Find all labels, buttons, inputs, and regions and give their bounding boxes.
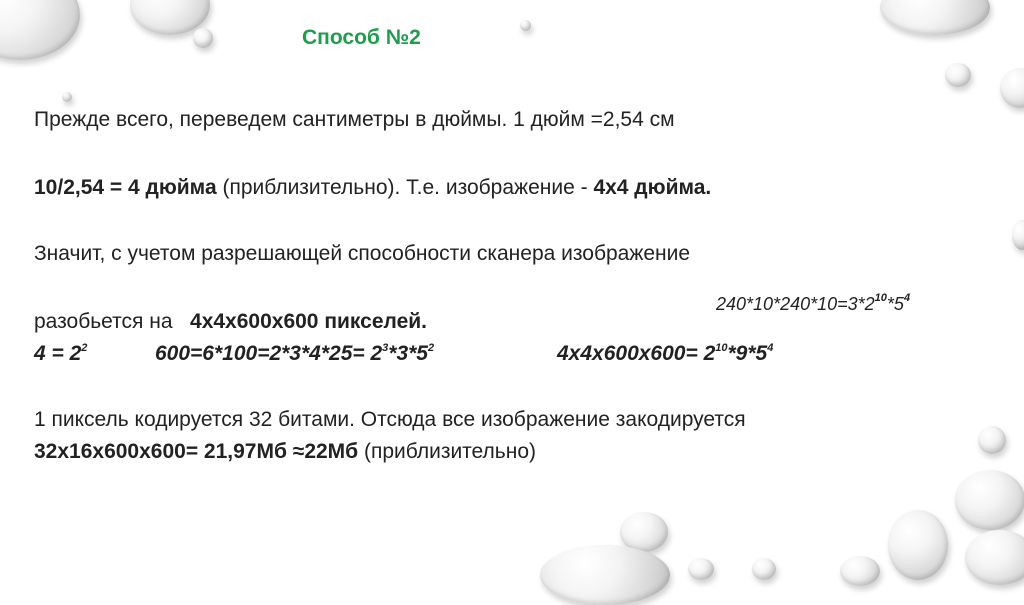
formula-total-pixels	[557, 342, 773, 366]
exponent: 3	[382, 342, 389, 354]
formula-text: 4 = 2	[34, 342, 82, 365]
plain-text: (приблизительно)	[358, 440, 537, 463]
water-drop-decoration	[0, 0, 80, 60]
formula-four	[34, 342, 87, 365]
formula-text: 600=6*100=2*3*4*25= 2	[155, 342, 383, 365]
water-drop-decoration	[978, 426, 1006, 454]
exponent: 4	[767, 342, 774, 354]
plain-text: разобьется на	[34, 310, 191, 333]
water-drop-decoration	[193, 28, 213, 48]
water-drop-decoration	[540, 545, 670, 605]
water-drop-decoration	[752, 558, 776, 580]
exponent: 2	[81, 342, 88, 354]
water-drop-decoration	[1000, 68, 1024, 108]
formula-text: *5	[886, 294, 904, 314]
bold-text: 4х4 дюйма.	[593, 176, 712, 199]
bold-text: 32х16х600х600= 21,97Мб	[34, 440, 293, 463]
exponent: 10	[715, 342, 728, 354]
text-line-conversion: Прежде всего, переведем сантиметры в дюймы. 1 дюйм =2,54 см	[34, 108, 675, 131]
bold-text: 10/2,54 = 4 дюйма	[34, 176, 217, 199]
water-drop-decoration	[62, 92, 72, 102]
water-drop-decoration	[840, 556, 880, 586]
text-line-pixels	[34, 310, 427, 334]
exponent: 2	[427, 342, 435, 354]
approx-symbol: ≈	[292, 440, 305, 463]
bold-text: 22Мб	[304, 440, 359, 463]
formula-line	[34, 342, 87, 366]
text-line-inches	[34, 176, 711, 200]
water-drop-decoration	[520, 20, 531, 31]
formula-text: 240*10*240*10=3*2	[716, 294, 875, 314]
water-drop-decoration	[965, 530, 1024, 585]
plain-text: (приблизительно). Т.е. изображение -	[216, 176, 594, 199]
text-line-encoding: 1 пиксель кодируется 32 битами. Отсюда все изображение закодируется	[34, 408, 746, 431]
exponent: 10	[874, 292, 887, 304]
water-drop-decoration	[888, 510, 948, 580]
formula-text: *9*5	[727, 342, 768, 365]
water-drop-decoration	[955, 470, 1024, 530]
slide-title: Способ №2	[302, 26, 421, 49]
text-line-result	[34, 440, 536, 464]
bold-text: 4х4х600х600 пикселей.	[190, 310, 427, 333]
text-line-resolution: Значит, с учетом разрешающей способности сканера изображение	[34, 242, 691, 265]
exponent: 4	[903, 292, 911, 304]
water-drop-decoration	[880, 0, 990, 35]
formula-text: 4х4х600х600= 2	[557, 342, 716, 365]
water-drop-decoration	[1012, 220, 1024, 250]
water-drop-decoration	[945, 63, 971, 87]
water-drop-decoration	[688, 558, 714, 580]
side-formula	[716, 294, 910, 315]
formula-text: *3*5	[388, 342, 428, 365]
formula-six-hundred	[155, 342, 434, 366]
